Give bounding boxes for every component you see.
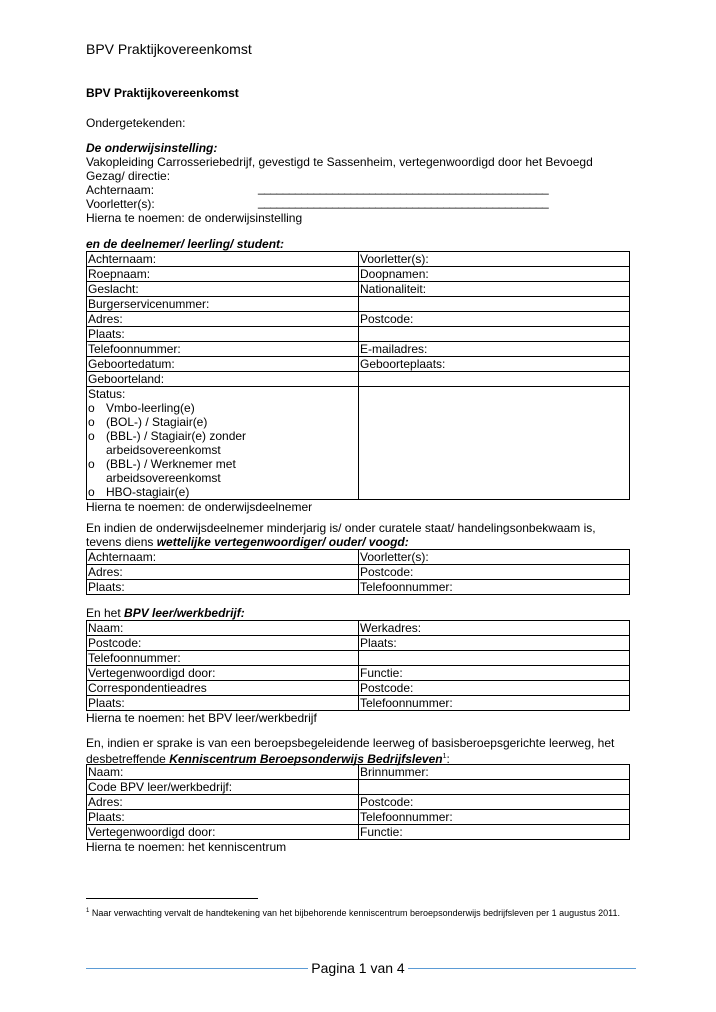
participant-field-left[interactable]: Achternaam: (87, 252, 359, 267)
company-hereafter: Hierna te noemen: het BPV leer/werkbedrijf (86, 711, 317, 725)
company-row (87, 621, 630, 636)
status-option[interactable] (88, 401, 358, 415)
participant-field-left[interactable]: Geboorteland: (87, 372, 359, 387)
participant-row (87, 342, 630, 357)
participant-heading: en de deelnemer/ leerling/ student: (86, 237, 285, 251)
footnote-number: 1 (86, 908, 90, 914)
kc-row (87, 825, 630, 840)
kc-field-right[interactable]: Postcode: (359, 795, 630, 810)
institution-line2: Gezag/ directie: (86, 169, 171, 183)
kc-field-left[interactable]: Plaats: (87, 810, 359, 825)
kc-row (87, 795, 630, 810)
guardian-intro-2-text: tevens diens (86, 535, 157, 549)
kc-row (87, 765, 630, 780)
company-field-left[interactable]: Plaats: (87, 696, 359, 711)
participant-row (87, 267, 630, 282)
kc-table (86, 764, 630, 840)
status-option-bullet: o (88, 429, 95, 443)
company-field-right[interactable]: Postcode: (359, 681, 630, 696)
status-option-bullet: o (88, 415, 95, 429)
guardian-intro-2 (86, 535, 409, 549)
document-heading: BPV Praktijkovereenkomst (86, 86, 239, 100)
kc-field-left[interactable]: Code BPV leer/werkbedrijf: (87, 780, 359, 795)
status-option-label: (BBL-) / Stagiair(e) zonder (106, 429, 247, 443)
participant-field-right[interactable]: Voorletter(s): (359, 252, 630, 267)
participant-field-left[interactable]: Burgerservicenummer: (87, 297, 359, 312)
company-field-right[interactable]: Plaats: (359, 636, 630, 651)
participant-field-left[interactable]: Plaats: (87, 327, 359, 342)
status-option[interactable] (88, 457, 358, 471)
company-intro (86, 606, 245, 620)
guardian-intro-2-bold: wettelijke vertegenwoordiger/ ouder/ voogd: (156, 535, 409, 549)
kc-hereafter: Hierna te noemen: het kenniscentrum (86, 840, 287, 854)
undersigned-label: Ondergetekenden: (86, 116, 186, 130)
institution-initials-label: Voorletter(s): (86, 197, 155, 211)
company-field-right[interactable]: Telefoonnummer: (359, 696, 630, 711)
status-option-label: HBO-stagiair(e) (106, 485, 190, 499)
footnote-text: Naar verwachting vervalt de handtekening van het bijbehorende kenniscentrum beroepsonderwijs bedrijfsleven per 1 augustus 2011. (89, 908, 621, 918)
participant-row (87, 282, 630, 297)
participant-row (87, 327, 630, 342)
institution-initials-field[interactable]: _______________________________________________ (258, 195, 549, 209)
company-row (87, 681, 630, 696)
kc-intro-2-text: desbetreffende (86, 752, 170, 766)
company-field-right[interactable]: Werkadres: (359, 621, 630, 636)
company-field-left[interactable]: Telefoonnummer: (87, 651, 359, 666)
participant-row (87, 372, 630, 387)
company-table (86, 620, 630, 711)
kc-field-right[interactable]: Telefoonnummer: (359, 810, 630, 825)
kc-row (87, 810, 630, 825)
company-field-left[interactable]: Correspondentieadres (87, 681, 359, 696)
kc-field-right[interactable]: Functie: (359, 825, 630, 840)
kc-intro-1: En, indien er sprake is van een beroepsbegeleidende leerweg of basisberoepsgerichte leerweg, het (86, 736, 615, 750)
status-label: Status: (88, 387, 126, 401)
kc-intro-2-colon: : (446, 752, 450, 766)
kc-field-left[interactable]: Naam: (87, 765, 359, 780)
company-row (87, 651, 630, 666)
page-header-title: BPV Praktijkovereenkomst (86, 41, 252, 57)
participant-field-right[interactable]: Postcode: (359, 312, 630, 327)
company-intro-bold: BPV leer/werkbedrijf: (124, 606, 245, 620)
company-row (87, 696, 630, 711)
institution-heading: De onderwijsinstelling: (86, 141, 218, 155)
status-option-label: (BBL-) / Werknemer met (106, 457, 236, 471)
institution-line1: Vakopleiding Carrosseriebedrijf, gevestigd te Sassenheim, vertegenwoordigd door het Bevoegd (86, 155, 593, 169)
status-option-label: (BOL-) / Stagiair(e) (106, 415, 208, 429)
company-row (87, 636, 630, 651)
status-option (88, 471, 358, 485)
status-option-label: Vmbo-leerling(e) (106, 401, 195, 415)
participant-field-right[interactable]: Nationaliteit: (359, 282, 630, 297)
company-intro-text: En het (86, 606, 125, 620)
company-field-left[interactable]: Postcode: (87, 636, 359, 651)
kc-field-left[interactable]: Adres: (87, 795, 359, 810)
company-field-right[interactable] (359, 651, 630, 666)
guardian-field-right[interactable]: Telefoonnummer: (359, 580, 630, 595)
participant-row (87, 357, 630, 372)
status-option[interactable] (88, 415, 358, 429)
kc-row (87, 780, 630, 795)
status-empty-cell (359, 387, 630, 500)
status-option[interactable] (88, 485, 358, 499)
participant-hereafter: Hierna te noemen: de onderwijsdeelnemer (86, 500, 313, 514)
guardian-field-right[interactable]: Voorletter(s): (359, 550, 630, 565)
institution-hereafter: Hierna te noemen: de onderwijsinstelling (86, 211, 303, 225)
page-number: Pagina 1 van 4 (311, 960, 405, 976)
participant-row (87, 297, 630, 312)
guardian-field-left[interactable]: Adres: (87, 565, 359, 580)
participant-table (86, 251, 630, 500)
footnote (86, 905, 646, 920)
guardian-row (87, 565, 630, 580)
company-field-right[interactable]: Functie: (359, 666, 630, 681)
company-field-left[interactable]: Naam: (87, 621, 359, 636)
guardian-row (87, 580, 630, 595)
guardian-field-left[interactable]: Achternaam: (87, 550, 359, 565)
guardian-intro-1: En indien de onderwijsdeelnemer minderjarig is/ onder curatele staat/ handelingsonbekwaam is, (86, 521, 596, 535)
status-option[interactable] (88, 429, 358, 443)
kc-field-right[interactable] (359, 780, 630, 795)
footnote-ref[interactable]: 1 (442, 753, 447, 760)
guardian-field-right[interactable]: Postcode: (359, 565, 630, 580)
status-option (88, 443, 358, 457)
status-option-bullet (88, 443, 106, 457)
status-option-bullet (88, 471, 106, 485)
participant-field-left[interactable]: Telefoonnummer: (87, 342, 359, 357)
guardian-table (86, 549, 630, 595)
status-option-bullet: o (88, 485, 95, 499)
institution-surname-label: Achternaam: (86, 183, 155, 197)
participant-status-row (87, 387, 630, 500)
status-option-label: arbeidsovereenkomst (106, 471, 221, 485)
participant-field-right[interactable] (359, 297, 630, 312)
participant-row (87, 252, 630, 267)
status-option-bullet: o (88, 457, 95, 471)
participant-row (87, 312, 630, 327)
status-option-bullet: o (88, 401, 95, 415)
participant-field-left[interactable]: Adres: (87, 312, 359, 327)
participant-field-left[interactable]: Roepnaam: (87, 267, 359, 282)
participant-field-left[interactable]: Geboortedatum: (87, 357, 359, 372)
company-field-left[interactable]: Vertegenwoordigd door: (87, 666, 359, 681)
participant-field-right[interactable] (359, 372, 630, 387)
company-row (87, 666, 630, 681)
kc-intro-2-bold: Kenniscentrum Beroepsonderwijs Bedrijfsleven (169, 752, 443, 766)
participant-field-right[interactable]: Geboorteplaats: (359, 357, 630, 372)
institution-surname-field[interactable]: _______________________________________________ (258, 181, 549, 195)
status-option-label: arbeidsovereenkomst (106, 443, 221, 457)
participant-field-right[interactable]: E-mailadres: (359, 342, 630, 357)
footnote-separator (86, 898, 258, 899)
participant-field-right[interactable] (359, 327, 630, 342)
kc-field-right[interactable]: Brinnummer: (359, 765, 630, 780)
kc-field-left[interactable]: Vertegenwoordigd door: (87, 825, 359, 840)
status-cell (87, 387, 359, 500)
participant-field-right[interactable]: Doopnamen: (359, 267, 630, 282)
participant-field-left[interactable]: Geslacht: (87, 282, 359, 297)
guardian-row (87, 550, 630, 565)
guardian-field-left[interactable]: Plaats: (87, 580, 359, 595)
